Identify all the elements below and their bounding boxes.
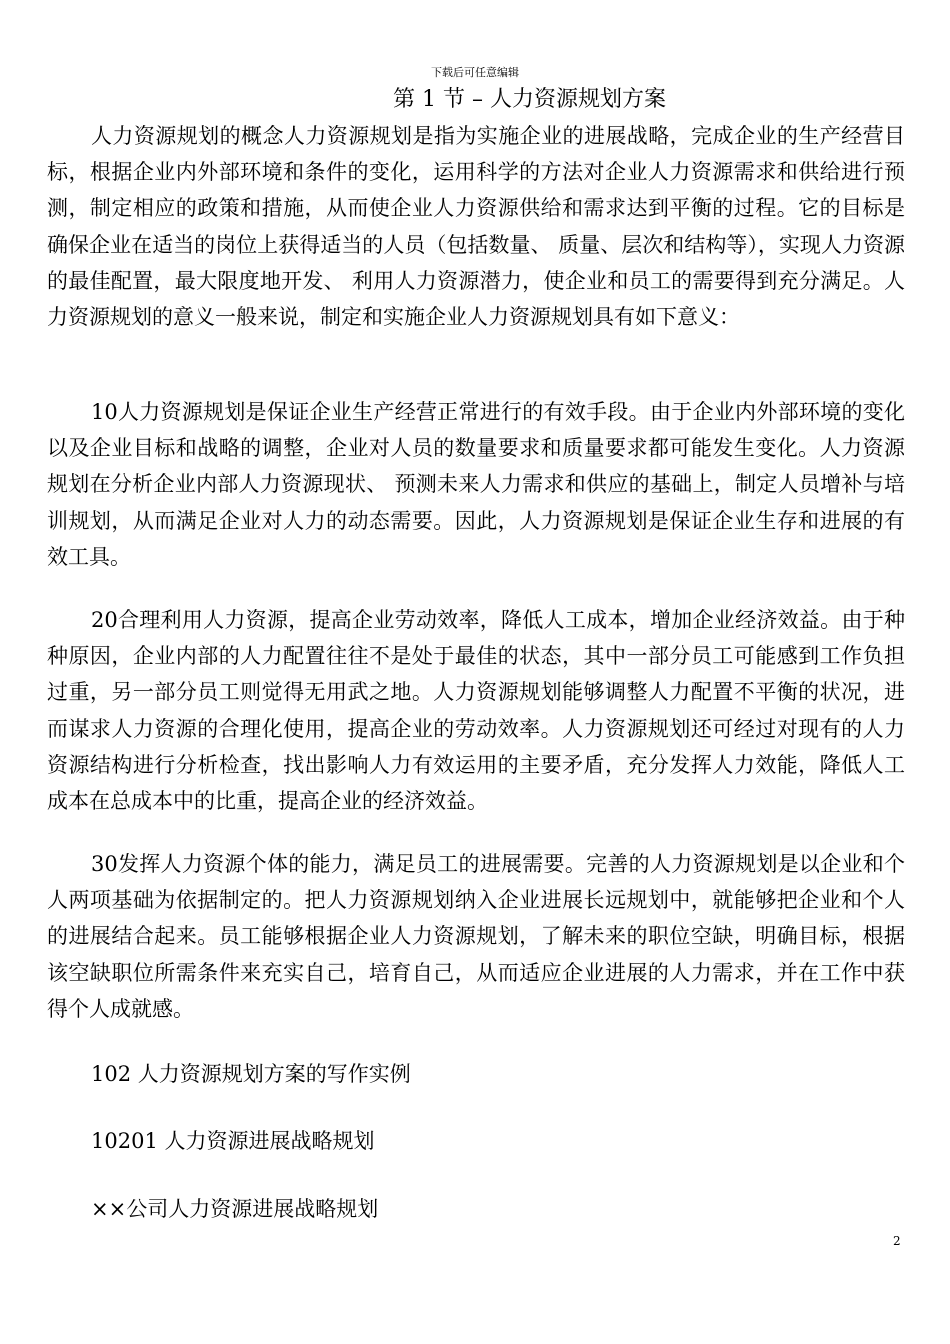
- subsection-heading-writing-example: 102 人力资源规划方案的写作实例: [91, 1062, 411, 1086]
- page-number: 2: [893, 1234, 901, 1248]
- company-plan-heading: ××公司人力资源进展战略规划: [91, 1197, 379, 1221]
- download-note: 下载后可任意编辑: [431, 66, 519, 79]
- paragraph-significance-3: 30发挥人力资源个体的能力，满足员工的进展需要。完善的人力资源规划是以企业和个人两项基础为依据制定的。把人力资源规划纳入企业进展长远规划中，就能够把企业和个人的进展结合起来。员工能够根据企业人力资源规划，了解未来的职位空缺，明确目标，根据该空缺职位所需条件来充实自己，培育自己，从而适应企业进展的人力需求，并在工作中获得个人成就感。: [47, 852, 905, 1021]
- subsection-heading-strategy-plan: 10201 人力资源进展战略规划: [91, 1129, 375, 1153]
- paragraph-significance-2: 20合理利用人力资源，提高企业劳动效率，降低人工成本，增加企业经济效益。由于种种原因，企业内部的人力配置往往不是处于最佳的状态，其中一部分员工可能感到工作负担过重，另一部分员工则觉得无用武之地。人力资源规划能够调整人力配置不平衡的状况，进而谋求人力资源的合理化使用，提高企业的劳动效率。人力资源规划还可经过对现有的人力资源结构进行分析检查，找出影响人力有效运用的主要矛盾，充分发挥人力效能，降低人工成本在总成本中的比重，提高企业的经济效益。: [47, 608, 905, 814]
- paragraph-definition: 人力资源规划的概念人力资源规划是指为实施企业的进展战略，完成企业的生产经营目标，根据企业内外部环境和条件的变化，运用科学的方法对企业人力资源需求和供给进行预测，制定相应的政策和措施，从而使企业人力资源供给和需求达到平衡的过程。它的目标是确保企业在适当的岗位上获得适当的人员（包括数量、 质量、层次和结构等），实现人力资源的最佳配置，最大限度地开发、 利用人力资源潜力，使企业和员工的需要得到充分满足。人力资源规划的意义一般来说，制定和实施企业人力资源规划具有如下意义：: [47, 124, 905, 330]
- paragraph-significance-1: 10人力资源规划是保证企业生产经营正常进行的有效手段。由于企业内外部环境的变化以及企业目标和战略的调整，企业对人员的数量要求和质量要求都可能发生变化。人力资源规划在分析企业内部人力资源现状、 预测未来人力需求和供应的基础上，制定人员增补与培训规划，从而满足企业对人力的动态需要。因此，人力资源规划是保证企业生存和进展的有效工具。: [47, 400, 905, 569]
- section-title: 第 1 节 – 人力资源规划方案: [393, 87, 666, 112]
